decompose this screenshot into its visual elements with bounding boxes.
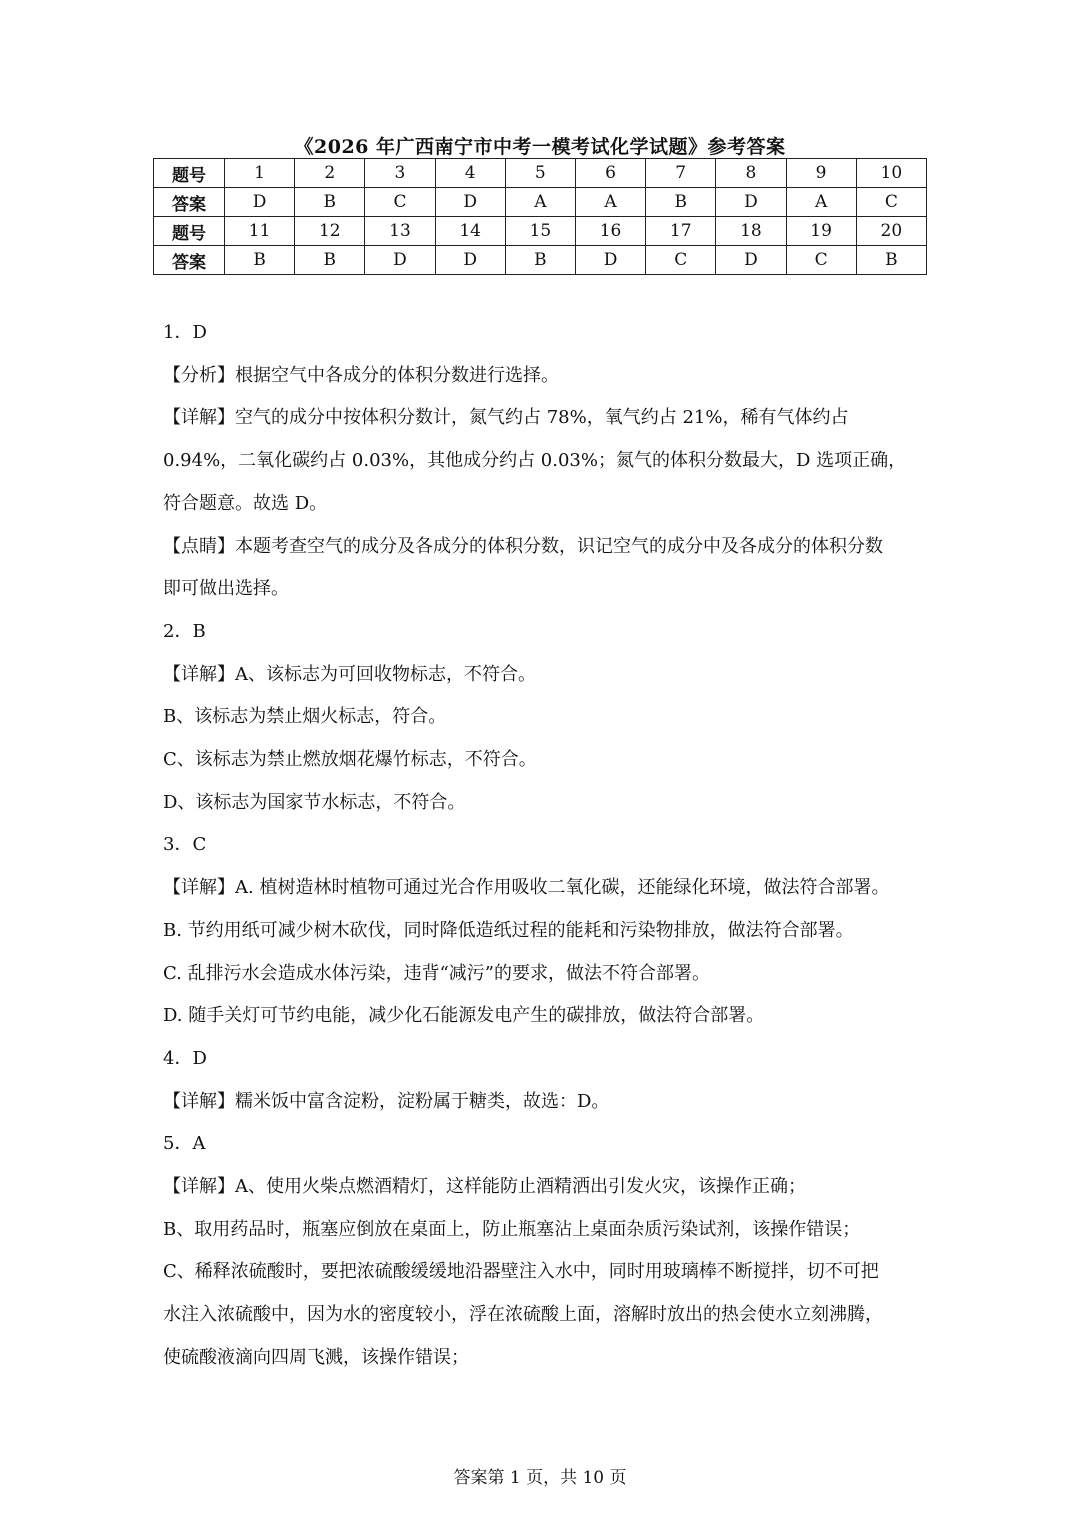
row-header: 答案 bbox=[154, 188, 225, 217]
table-cell: A bbox=[786, 188, 856, 217]
table-cell: B bbox=[295, 246, 365, 275]
table-cell: D bbox=[225, 188, 295, 217]
row-header: 题号 bbox=[154, 217, 225, 246]
table-cell: 16 bbox=[575, 217, 645, 246]
question-number: 4．D bbox=[163, 1047, 207, 1069]
answer-explanations bbox=[163, 312, 933, 1380]
table-cell: D bbox=[365, 246, 435, 275]
table-cell: 19 bbox=[786, 217, 856, 246]
text-line: B. 节约用纸可减少树木砍伐，同时降低造纸过程的能耗和污染物排放，做法符合部署。 bbox=[163, 919, 854, 941]
document-title: 《2026 年广西南宁市中考一模考试化学试题》参考答案 bbox=[294, 136, 786, 158]
table-cell: B bbox=[225, 246, 295, 275]
table-cell: 1 bbox=[225, 159, 295, 188]
table-cell: A bbox=[575, 188, 645, 217]
text-line: 即可做出选择。 bbox=[163, 578, 289, 600]
table-cell: D bbox=[575, 246, 645, 275]
row-header: 题号 bbox=[154, 159, 225, 188]
table-cell: 13 bbox=[365, 217, 435, 246]
table-cell: 8 bbox=[716, 159, 786, 188]
table-cell: C bbox=[786, 246, 856, 275]
text-line: 【详解】A、使用火柴点燃酒精灯，这样能防止酒精洒出引发火灾，该操作正确； bbox=[163, 1176, 806, 1198]
text-line: 【分析】根据空气中各成分的体积分数进行选择。 bbox=[163, 364, 559, 386]
table-row bbox=[154, 217, 927, 246]
table-cell: B bbox=[505, 246, 575, 275]
text-line: D. 随手关灯可节约电能，减少化石能源发电产生的碳排放，做法符合部署。 bbox=[163, 1005, 765, 1027]
page-footer: 答案第 1 页，共 10 页 bbox=[453, 1468, 627, 1488]
table-cell: 7 bbox=[646, 159, 716, 188]
table-cell: D bbox=[716, 246, 786, 275]
table-cell: D bbox=[716, 188, 786, 217]
question-number: 5．A bbox=[163, 1133, 206, 1155]
text-line: B、取用药品时，瓶塞应倒放在桌面上，防止瓶塞沾上桌面杂质污染试剂，该操作错误； bbox=[163, 1218, 861, 1240]
table-cell: B bbox=[856, 246, 926, 275]
text-line: 【详解】A、该标志为可回收物标志，不符合。 bbox=[163, 663, 536, 685]
text-line: 【详解】糯米饭中富含淀粉，淀粉属于糖类，故选：D。 bbox=[163, 1090, 610, 1112]
table-cell: 14 bbox=[435, 217, 505, 246]
question-number: 2．B bbox=[163, 620, 206, 642]
question-number: 1．D bbox=[163, 322, 207, 343]
table-cell: 4 bbox=[435, 159, 505, 188]
table-cell: 20 bbox=[856, 217, 926, 246]
table-cell: C bbox=[365, 188, 435, 217]
table-cell: D bbox=[435, 246, 505, 275]
answer-table bbox=[153, 158, 927, 275]
table-cell: 12 bbox=[295, 217, 365, 246]
table-cell: B bbox=[295, 188, 365, 217]
table-cell: 6 bbox=[575, 159, 645, 188]
table-cell: 9 bbox=[786, 159, 856, 188]
text-line: 【详解】空气的成分中按体积分数计，氮气约占 78%，氧气约占 21%，稀有气体约占 bbox=[163, 407, 849, 429]
table-row bbox=[154, 246, 927, 275]
text-line: 使硫酸液滴向四周飞溅，该操作错误； bbox=[163, 1346, 469, 1368]
table-cell: 2 bbox=[295, 159, 365, 188]
text-line: 水注入浓硫酸中，因为水的密度较小，浮在浓硫酸上面，溶解时放出的热会使水立刻沸腾， bbox=[163, 1304, 883, 1326]
table-cell: 18 bbox=[716, 217, 786, 246]
table-row bbox=[154, 188, 927, 217]
table-cell: 3 bbox=[365, 159, 435, 188]
question-number: 3．C bbox=[163, 834, 207, 856]
table-cell: 15 bbox=[505, 217, 575, 246]
text-line: 符合题意。故选 D。 bbox=[163, 492, 328, 514]
text-line: 0.94%，二氧化碳约占 0.03%，其他成分约占 0.03%；氮气的体积分数最大，D 选项正确， bbox=[163, 450, 907, 472]
text-line: 【详解】A. 植树造林时植物可通过光合作用吸收二氧化碳，还能绿化环境，做法符合部署。 bbox=[163, 877, 890, 899]
text-line: C、该标志为禁止燃放烟花爆竹标志，不符合。 bbox=[163, 749, 537, 771]
table-cell: 5 bbox=[505, 159, 575, 188]
table-cell: 11 bbox=[225, 217, 295, 246]
table-cell: C bbox=[856, 188, 926, 217]
text-line: 【点睛】本题考查空气的成分及各成分的体积分数，识记空气的成分中及各成分的体积分数 bbox=[163, 535, 883, 557]
table-cell: D bbox=[435, 188, 505, 217]
text-line: C. 乱排污水会造成水体污染，违背“减污”的要求，做法不符合部署。 bbox=[163, 962, 710, 984]
row-header: 答案 bbox=[154, 246, 225, 275]
table-cell: 17 bbox=[646, 217, 716, 246]
table-row bbox=[154, 159, 927, 188]
text-line: B、该标志为禁止烟火标志，符合。 bbox=[163, 706, 447, 728]
table-cell: B bbox=[646, 188, 716, 217]
table-cell: C bbox=[646, 246, 716, 275]
text-line: C、稀释浓硫酸时，要把浓硫酸缓缓地沿器壁注入水中，同时用玻璃棒不断搅拌，切不可把 bbox=[163, 1261, 879, 1283]
table-cell: 10 bbox=[856, 159, 926, 188]
text-line: D、该标志为国家节水标志，不符合。 bbox=[163, 791, 466, 813]
table-cell: A bbox=[505, 188, 575, 217]
